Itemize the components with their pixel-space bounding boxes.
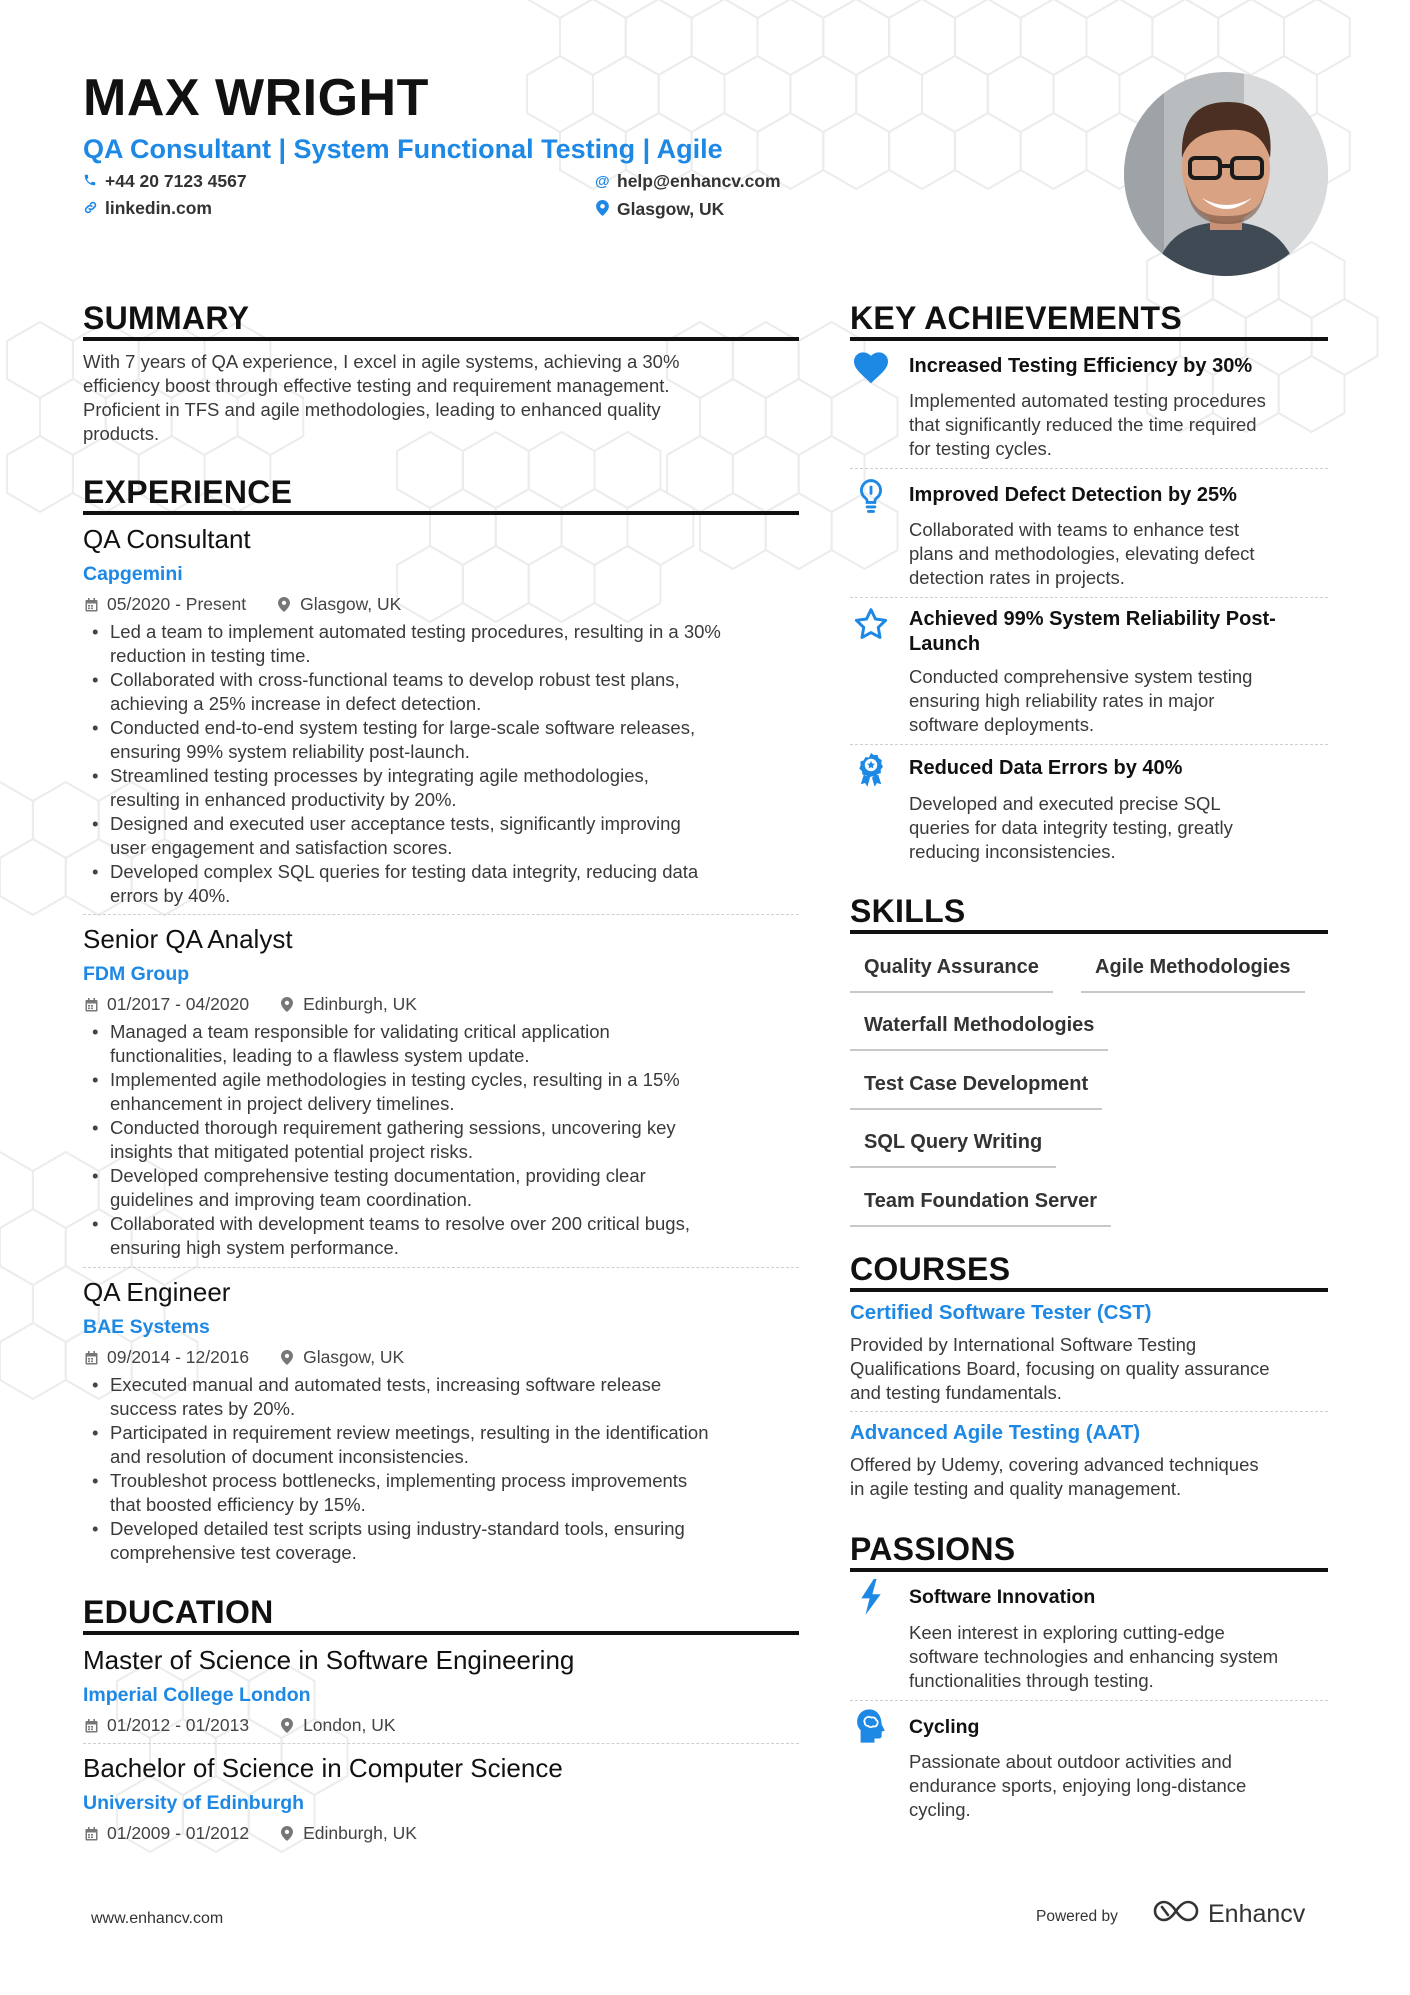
course-divider [850,1411,1328,1412]
job-bullet-line: errors by 40%. [110,885,231,906]
summary-line: Proficient in TFS and agile methodologies, leading to enhanced quality [83,399,661,420]
job-bullet-line: resulting in enhanced productivity by 20%. [110,789,457,810]
summary-line: efficiency boost through effective testing and requirement management. [83,375,670,396]
job-bullet-item [83,1116,799,1164]
edu-dates: 01/2009 - 01/2012 [107,1823,250,1843]
job-meta [83,996,417,1014]
job-bullet-line: success rates by 20%. [110,1398,296,1419]
achievement-divider [850,468,1328,469]
achievement-divider [850,744,1328,745]
achievement-desc-line: detection rates in projects. [909,567,1125,588]
profile-photo [1124,72,1328,276]
calendar-icon [83,1719,99,1733]
edu-location: London, UK [303,1715,396,1735]
skill-tag: Waterfall Methodologies [850,1015,1108,1051]
course-title: Certified Software Tester (CST) [850,1301,1152,1324]
job-divider [83,1267,799,1268]
job-bullet-line: insights that mitigated potential project risks. [110,1141,473,1162]
job-location: Glasgow, UK [300,594,402,614]
summary-text [83,350,799,446]
edu-school: Imperial College London [83,1684,311,1706]
passion-desc-line: cycling. [909,1799,971,1820]
passion-title: Cycling [909,1716,980,1738]
map-pin-icon [279,1718,295,1733]
enhancv-logo[interactable] [1152,1898,1305,1931]
skill-tag: Quality Assurance [850,957,1053,993]
edu-degree: Bachelor of Science in Computer Science [83,1753,563,1783]
candidate-name: MAX WRIGHT [83,69,429,127]
at-sign-icon: @ [595,173,610,191]
map-pin-icon [595,200,609,219]
job-bullet-line: • Implemented agile methodologies in testing cycles, resulting in a 15% [110,1069,680,1090]
courses-rule [850,1288,1328,1292]
skill-tag: Agile Methodologies [1081,957,1305,993]
star-icon [851,604,891,644]
job-bullet-item [83,812,799,860]
course-desc [850,1453,1328,1501]
footer-website[interactable]: www.enhancv.com [91,1910,224,1927]
passion-divider [850,1700,1328,1701]
course-desc [850,1333,1328,1405]
job-bullet-line: functionalities, leading to a flawless system update. [110,1045,530,1066]
calendar-icon [83,998,99,1012]
job-divider [83,914,799,915]
job-bullet-line: • Conducted thorough requirement gathering sessions, uncovering key [110,1117,676,1138]
summary-line: With 7 years of QA experience, I excel in agile systems, achieving a 30% [83,351,680,372]
achievement-desc [909,665,1329,737]
skill-tag: Team Foundation Server [850,1191,1111,1227]
skills-heading: SKILLS [850,893,966,929]
achievement-desc-line: Collaborated with teams to enhance test [909,519,1240,540]
job-bullet-line: • Collaborated with cross-functional teams to develop robust test plans, [110,669,680,690]
map-pin-icon [279,997,295,1012]
job-bullet-line: comprehensive test coverage. [110,1542,357,1563]
map-pin-icon [279,1350,295,1365]
achievement-desc-line: that significantly reduced the time required [909,414,1257,435]
summary-rule [83,337,799,341]
job-bullet-line: ensuring 99% system reliability post-launch. [110,741,470,762]
course-title: Advanced Agile Testing (AAT) [850,1421,1141,1444]
achievement-title [909,756,1329,781]
job-bullet-line: • Executed manual and automated tests, increasing software release [110,1374,662,1395]
achievement-title [909,354,1329,379]
achievement-desc-line: reducing inconsistencies. [909,841,1116,862]
job-dates: 01/2017 - 04/2020 [107,994,250,1014]
job-bullet-item [83,1517,799,1565]
course-desc-line: Qualifications Board, focusing on quality assurance [850,1358,1270,1379]
candidate-headline: QA Consultant | System Functional Testing | Agile [83,134,723,164]
contact-location [595,200,724,219]
achievement-desc [909,518,1329,590]
job-location: Edinburgh, UK [303,994,417,1014]
job-bullet-line: that boosted efficiency by 15%. [110,1494,366,1515]
job-bullet-line: • Troubleshot process bottlenecks, implementing process improvements [110,1470,688,1491]
job-meta [83,596,401,614]
job-bullet-item [83,860,799,908]
achievement-desc-line: queries for data integrity testing, greatly [909,817,1233,838]
edu-dates: 01/2012 - 01/2013 [107,1715,250,1735]
head-brain-icon [851,1706,891,1746]
map-pin-icon [276,597,292,612]
map-pin-icon [279,1826,295,1841]
passions-heading: PASSIONS [850,1531,1016,1567]
job-bullet-item [83,668,799,716]
experience-rule [83,511,799,515]
summary-line: products. [83,423,160,444]
passion-desc-line: functionalities through testing. [909,1670,1154,1691]
award-icon [851,751,891,791]
passion-desc-line: Keen interest in exploring cutting-edge [909,1622,1225,1643]
footer-powered-by: Powered by [1036,1908,1118,1925]
courses-heading: COURSES [850,1251,1011,1287]
achievement-divider [850,597,1328,598]
job-bullets [83,620,799,908]
achievement-desc-line: software deployments. [909,714,1095,735]
calendar-icon [83,598,99,612]
edu-divider [83,1743,799,1744]
course-desc-line: Offered by Udemy, covering advanced techniques [850,1454,1259,1475]
course-desc-line: in agile testing and quality management. [850,1478,1182,1499]
job-bullet-line: • Designed and executed user acceptance tests, significantly improving [110,813,681,834]
job-bullet-line: • Developed detailed test scripts using industry-standard tools, ensuring [110,1518,685,1539]
job-bullet-line: reduction in testing time. [110,645,311,666]
job-bullet-item [83,1373,799,1421]
job-bullet-item [83,1164,799,1212]
achievement-title [909,607,1329,657]
edu-meta [83,1825,417,1843]
passion-desc-line: software technologies and enhancing system [909,1646,1279,1667]
achievement-title [909,483,1329,508]
edu-school: University of Edinburgh [83,1792,305,1814]
job-bullet-line: • Developed comprehensive testing documentation, providing clear [110,1165,646,1186]
footer-brand: Enhancv [1208,1900,1306,1928]
achievement-title-line: Achieved 99% System Reliability Post- [909,608,1276,630]
lightning-icon [851,1577,891,1617]
job-location: Glasgow, UK [303,1347,405,1367]
achievement-title-line: Increased Testing Efficiency by 30% [909,355,1253,377]
job-bullet-line: • Developed complex SQL queries for testing data integrity, reducing data [110,861,699,882]
edu-degree: Master of Science in Software Engineering [83,1645,575,1675]
skills-rule [850,930,1328,934]
contact-email-text[interactable]: help@enhancv.com [617,171,781,191]
job-bullet-line: user engagement and satisfaction scores. [110,837,453,858]
job-bullet-item [83,1212,799,1260]
job-bullet-line: • Led a team to implement automated testing procedures, resulting in a 30% [110,621,721,642]
calendar-icon [83,1351,99,1365]
contact-phone [83,173,247,191]
job-bullet-item [83,764,799,812]
job-bullet-line: • Streamlined testing processes by integrating agile methodologies, [110,765,649,786]
job-bullet-line: ensuring high system performance. [110,1237,399,1258]
job-bullet-line: enhancement in project delivery timelines. [110,1093,455,1114]
education-heading: EDUCATION [83,1594,274,1630]
job-dates: 05/2020 - Present [107,594,247,614]
edu-meta [83,1717,396,1735]
contact-phone-text: +44 20 7123 4567 [105,171,247,191]
job-bullet-line: • Collaborated with development teams to resolve over 200 critical bugs, [110,1213,690,1234]
contact-email[interactable] [595,173,781,191]
job-title: QA Engineer [83,1277,231,1307]
job-bullet-line: guidelines and improving team coordination. [110,1189,472,1210]
achievement-title-line: Reduced Data Errors by 40% [909,757,1183,779]
contact-location-text: Glasgow, UK [617,198,725,219]
achievement-title-line: Improved Defect Detection by 25% [909,484,1237,506]
education-rule [83,1631,799,1635]
passion-desc-line: endurance sports, enjoying long-distance [909,1775,1247,1796]
job-bullets [83,1020,799,1260]
job-bullet-item [83,1469,799,1517]
job-company: Capgemini [83,563,183,585]
link-icon [83,200,97,218]
achievement-desc-line: Implemented automated testing procedures [909,390,1266,411]
job-company: FDM Group [83,963,190,985]
job-bullet-line: • Conducted end-to-end system testing for large-scale software releases, [110,717,696,738]
job-bullet-item [83,1068,799,1116]
job-bullet-line: achieving a 25% increase in defect detection. [110,693,482,714]
job-bullet-item [83,1020,799,1068]
calendar-icon [83,1827,99,1841]
job-bullets [83,1373,799,1565]
course-desc-line: and testing fundamentals. [850,1382,1062,1403]
achievement-desc [909,792,1329,864]
achievement-desc-line: Conducted comprehensive system testing [909,666,1253,687]
job-title: Senior QA Analyst [83,924,293,954]
job-bullet-line: and resolution of document inconsistencies. [110,1446,469,1467]
job-company: BAE Systems [83,1316,210,1338]
job-bullet-item [83,716,799,764]
infinity-logo-icon [1152,1898,1200,1931]
achievement-desc-line: ensuring high reliability rates in major [909,690,1215,711]
passion-desc-line: Passionate about outdoor activities and [909,1751,1232,1772]
skill-tag: Test Case Development [850,1074,1102,1110]
skill-tag: SQL Query Writing [850,1132,1056,1168]
job-meta [83,1349,404,1367]
passions-rule [850,1568,1328,1572]
passion-desc [909,1621,1329,1693]
summary-heading: SUMMARY [83,300,250,336]
edu-location: Edinburgh, UK [303,1823,417,1843]
experience-heading: EXPERIENCE [83,474,293,510]
contact-linkedin[interactable] [83,200,212,218]
job-title: QA Consultant [83,524,251,554]
achievement-desc-line: Developed and executed precise SQL [909,793,1221,814]
job-bullet-item [83,620,799,668]
achievement-title-line: Launch [909,633,981,655]
course-desc-line: Provided by International Software Testing [850,1334,1197,1355]
job-dates: 09/2014 - 12/2016 [107,1347,250,1367]
achievement-desc [909,389,1329,461]
job-bullet-item [83,1421,799,1469]
phone-icon [83,173,97,190]
job-bullet-line: • Managed a team responsible for validating critical application [110,1021,610,1042]
passion-desc [909,1750,1329,1822]
contact-linkedin-text[interactable]: linkedin.com [105,198,212,219]
passion-title: Software Innovation [909,1586,1096,1608]
achievement-desc-line: plans and methodologies, elevating defect [909,543,1255,564]
lightbulb-icon [851,476,891,516]
achievements-rule [850,337,1328,341]
job-bullet-line: • Participated in requirement review meetings, resulting in the identification [110,1422,709,1443]
achievement-desc-line: for testing cycles. [909,438,1052,459]
achievements-heading: KEY ACHIEVEMENTS [850,300,1182,336]
heart-icon [851,347,891,387]
